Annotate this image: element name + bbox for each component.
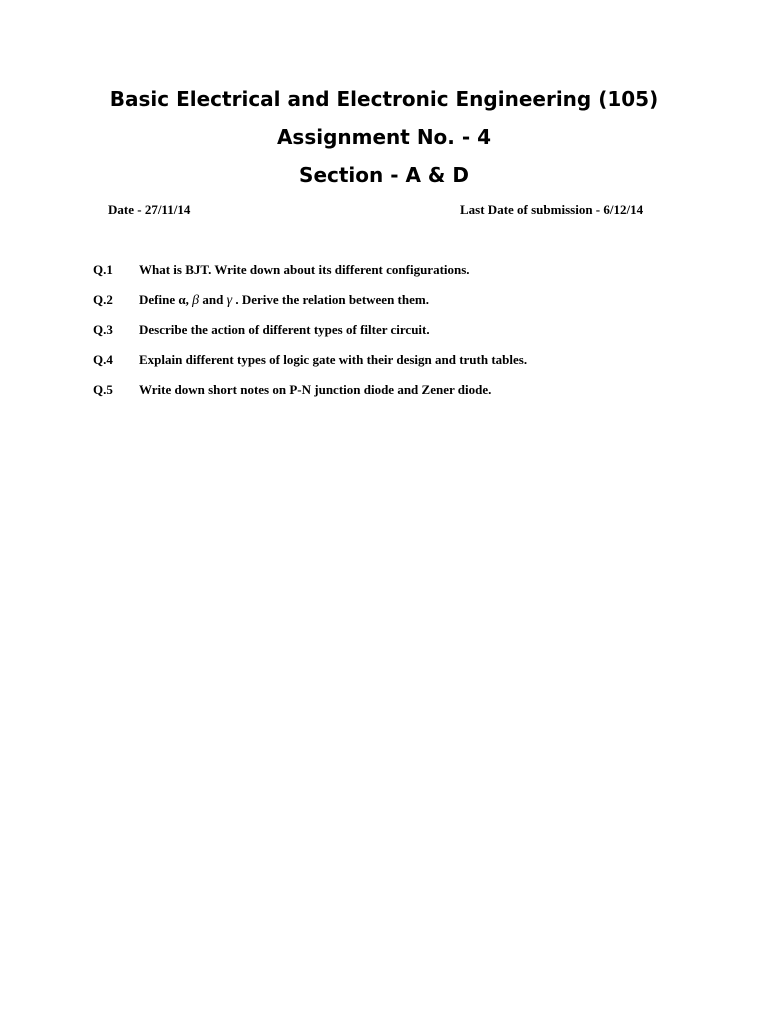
- question-number: Q.5: [93, 382, 113, 397]
- question-item: [93, 260, 693, 280]
- question-text: [139, 290, 429, 311]
- question-item: [93, 380, 693, 400]
- question-text-suffix: . Derive the relation between them.: [232, 292, 429, 307]
- document-title: Basic Electrical and Electronic Engineering (105): [109, 87, 659, 111]
- question-text: Write down short notes on P-N junction diode and Zener diode.: [139, 382, 492, 397]
- submission-date: Last Date of submission - 6/12/14: [460, 202, 644, 217]
- issue-date: Date - 27/11/14: [108, 202, 191, 217]
- question-text-prefix: Define α,: [139, 292, 193, 307]
- assignment-number: Assignment No. - 4: [276, 125, 492, 149]
- question-item: [93, 290, 693, 310]
- question-text: Explain different types of logic gate with their design and truth tables.: [139, 352, 528, 367]
- question-number: Q.2: [93, 292, 113, 307]
- question-text-mid: and: [199, 292, 227, 307]
- question-item: [93, 350, 693, 370]
- question-number: Q.1: [93, 262, 113, 277]
- beta-symbol: β: [192, 293, 200, 308]
- question-text: What is BJT. Write down about its different configurations.: [139, 262, 470, 277]
- question-item: [93, 320, 693, 340]
- gamma-symbol: γ: [226, 293, 233, 308]
- section-label: Section - A & D: [299, 163, 469, 187]
- question-number: Q.4: [93, 352, 113, 367]
- question-number: Q.3: [93, 322, 113, 337]
- question-text: Describe the action of different types of filter circuit.: [139, 322, 430, 337]
